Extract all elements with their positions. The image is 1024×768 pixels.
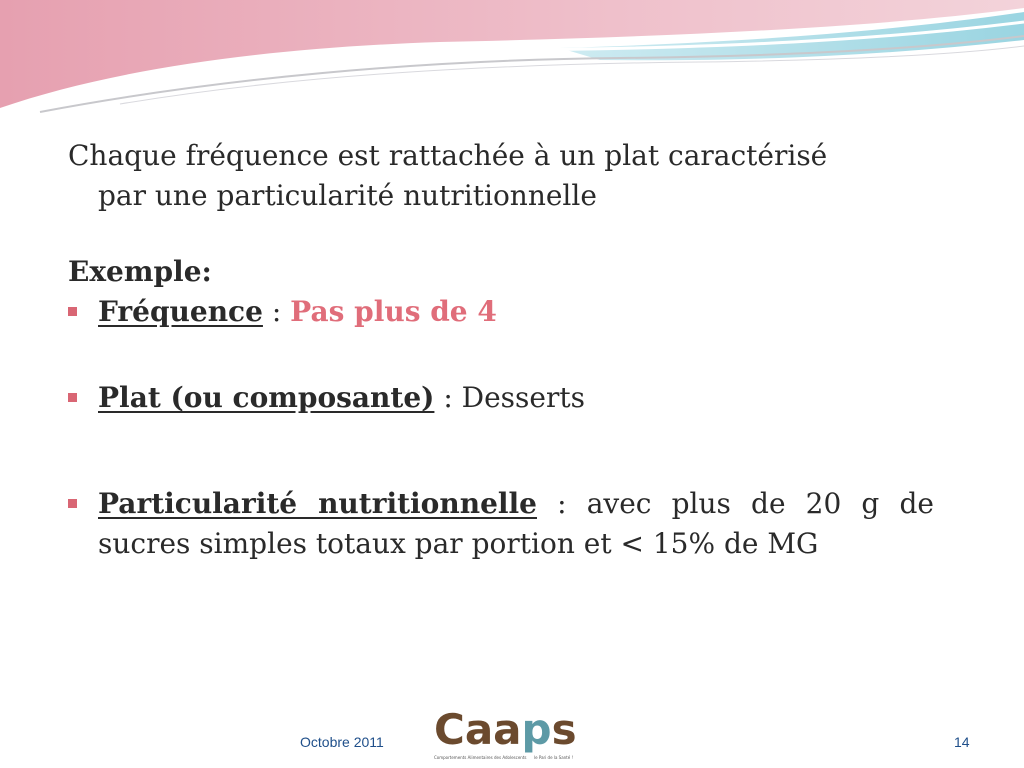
bullet-value-highlight: Pas plus de 4 — [290, 295, 497, 328]
bullet-separator: : — [262, 295, 291, 328]
slide-body — [68, 136, 934, 564]
bullet-item-plat — [68, 378, 934, 418]
square-bullet-icon — [68, 393, 77, 402]
bullet-value: Desserts — [461, 381, 585, 414]
logo-wordmark: Caaps — [434, 705, 577, 754]
bullet-separator: : — [536, 487, 587, 520]
logo-tagline-2: le Pari de la Santé ! — [534, 755, 574, 760]
bullet-item-frequence — [68, 292, 934, 332]
square-bullet-icon — [68, 499, 77, 508]
square-bullet-icon — [68, 307, 77, 316]
logo-tagline: Comportements Alimentaires des Adolescents — [434, 755, 527, 760]
bullet-term: Plat (ou composante) — [98, 381, 435, 414]
caaps-logo — [430, 704, 580, 764]
intro-line-2: par une particularité nutritionnelle — [98, 179, 597, 212]
slide-number: 14 — [954, 734, 970, 750]
footer-date: Octobre 2011 — [300, 734, 384, 750]
intro-paragraph — [68, 136, 934, 216]
bullet-separator: : — [434, 381, 462, 414]
bullet-item-particularite — [68, 484, 934, 564]
intro-line-1: Chaque fréquence est rattachée à un plat caractérisé — [68, 139, 828, 172]
example-heading: Exemple: — [68, 255, 212, 288]
bullet-value: avec plus de 20 g de sucres simples totaux par portion et < 15% de MG — [98, 487, 934, 560]
bullet-term: Particularité nutritionnelle — [98, 487, 537, 520]
bullet-term: Fréquence — [98, 295, 263, 328]
swoosh-pink-band — [0, 0, 1024, 108]
decorative-swoosh-banner — [0, 0, 1024, 130]
bullet-list — [68, 292, 934, 564]
